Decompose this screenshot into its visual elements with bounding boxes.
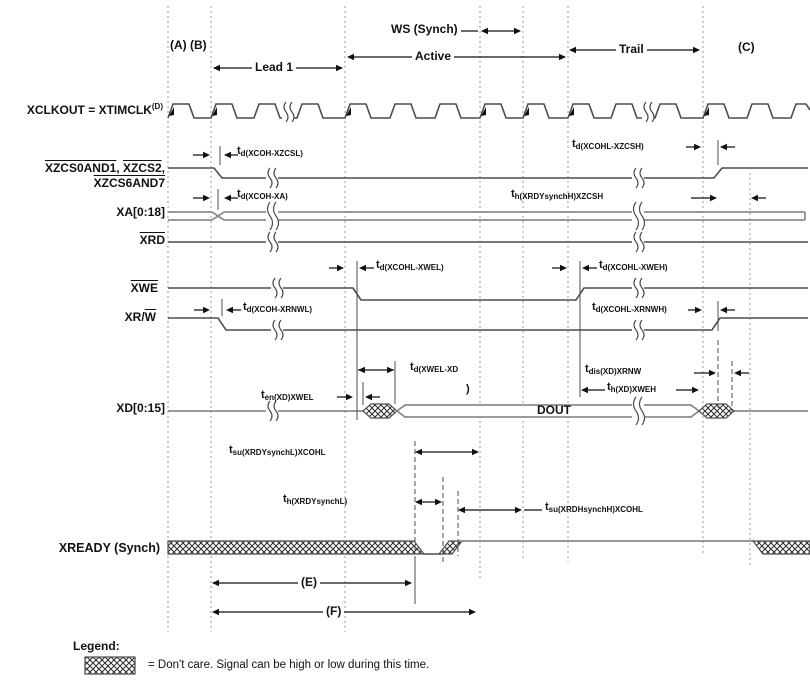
timing-label-th-xrdysynchh-xzcsh: $t_{h(XRDYsynchH)XZCSH}$ xyxy=(511,188,604,201)
signal-label-xrw: $XR/\overline{W}$ xyxy=(124,310,156,324)
phase-label-active: Active xyxy=(412,50,454,63)
phase-label-lead1: Lead 1 xyxy=(252,61,296,74)
timing-label-td-xcoh-xzcsl: $t_{d(XCOH-XZCSL)}$ xyxy=(237,145,303,158)
xzcs-waveform xyxy=(168,168,808,188)
bus-value-dout: DOUT xyxy=(537,403,571,417)
timing-label-ten-xd-xwel: $t_{en(XD)XWEL}$ xyxy=(261,389,314,402)
phase-label-ws-synch: WS (Synch) xyxy=(391,22,458,36)
timing-label-td-xcohl-xweh: $t_{d(XCOHL-XWEH)}$ xyxy=(599,259,668,272)
legend-dont-care-swatch xyxy=(85,657,135,674)
xrd-waveform xyxy=(168,232,808,252)
timing-label-td-xcohl-xwel: $t_{d(XCOHL-XWEL)}$ xyxy=(376,259,444,272)
measure-label-e: (E) xyxy=(298,576,320,589)
signal-label-xrd: $\overline{XRD}$ xyxy=(139,233,165,247)
signal-label-xclkout: XCLKOUT = $XTIMCLK^{(D)}$ xyxy=(26,102,163,117)
legend-dont-care-text: = Don't care. Signal can be high or low during this time. xyxy=(148,659,430,671)
timing-label-tsu-xrdysynchl-xcohl: $t_{su(XRDYsynchL)XCOHL}$ xyxy=(229,444,326,457)
timing-label-td-xcohl-xzcsh: $t_{d(XCOHL-XZCSH)}$ xyxy=(572,138,644,151)
xrw-waveform xyxy=(168,318,808,340)
timing-label-th-xrdysynchl: $t_{h(XRDYsynchL)}$ xyxy=(283,493,348,506)
timing-label-td-xcoh-xrnwl: $t_{d(XCOH-XRNWL)}$ xyxy=(243,301,312,314)
signal-label-xwe: $\overline{XWE}$ xyxy=(130,281,158,295)
xready-dont-care-band-right xyxy=(753,541,810,554)
timing-label-td-xwel-xd-close: ) xyxy=(466,383,470,395)
timing-label-td-xcohl-xrnwh: $t_{d(XCOHL-XRNWH)}$ xyxy=(592,301,667,314)
timing-label-th-xd-xweh: $t_{h(XD)XWEH}$ xyxy=(607,381,656,394)
dont-care-cell-right xyxy=(699,404,734,418)
xa-bus-waveform xyxy=(168,212,805,220)
dont-care-cell-left xyxy=(363,404,397,418)
signal-label-xzcs-line1: XZCS0AND1, XZCS2, xyxy=(44,161,165,175)
measure-reference-lines xyxy=(415,340,732,562)
phase-label-ab: (A) (B) xyxy=(170,38,207,52)
xready-transition-wedge xyxy=(439,541,462,554)
signal-label-xd: XD[0:15] xyxy=(116,401,165,415)
timing-label-td-xcoh-xa: $t_{d(XCOH-XA)}$ xyxy=(237,188,288,201)
xready-dont-care-band-left xyxy=(168,541,424,554)
signal-label-xa: XA[0:18] xyxy=(116,205,165,219)
phase-label-trail: Trail xyxy=(616,43,647,56)
legend-title: Legend: xyxy=(73,639,120,653)
signal-label-xready: XREADY (Synch) xyxy=(58,541,160,555)
phase-label-c: (C) xyxy=(738,40,755,54)
xwe-waveform xyxy=(168,278,808,300)
gridlines xyxy=(168,6,750,632)
xready-waveform xyxy=(168,541,810,554)
timing-label-td-xwel-xd: $t_{d(XWEL-XD}$ xyxy=(410,361,459,374)
measure-label-f: (F) xyxy=(323,605,344,618)
timing-label-tsu-xrdhsynchh-xcohl: $t_{su(XRDHsynchH)XCOHL}$ xyxy=(545,501,643,514)
clock-waveform xyxy=(168,102,810,122)
timing-label-tdis-xd-xrnw: $t_{dis(XD)XRNW}$ xyxy=(585,363,642,376)
signal-label-xzcs-line2: XZCS6AND7 xyxy=(93,176,165,190)
